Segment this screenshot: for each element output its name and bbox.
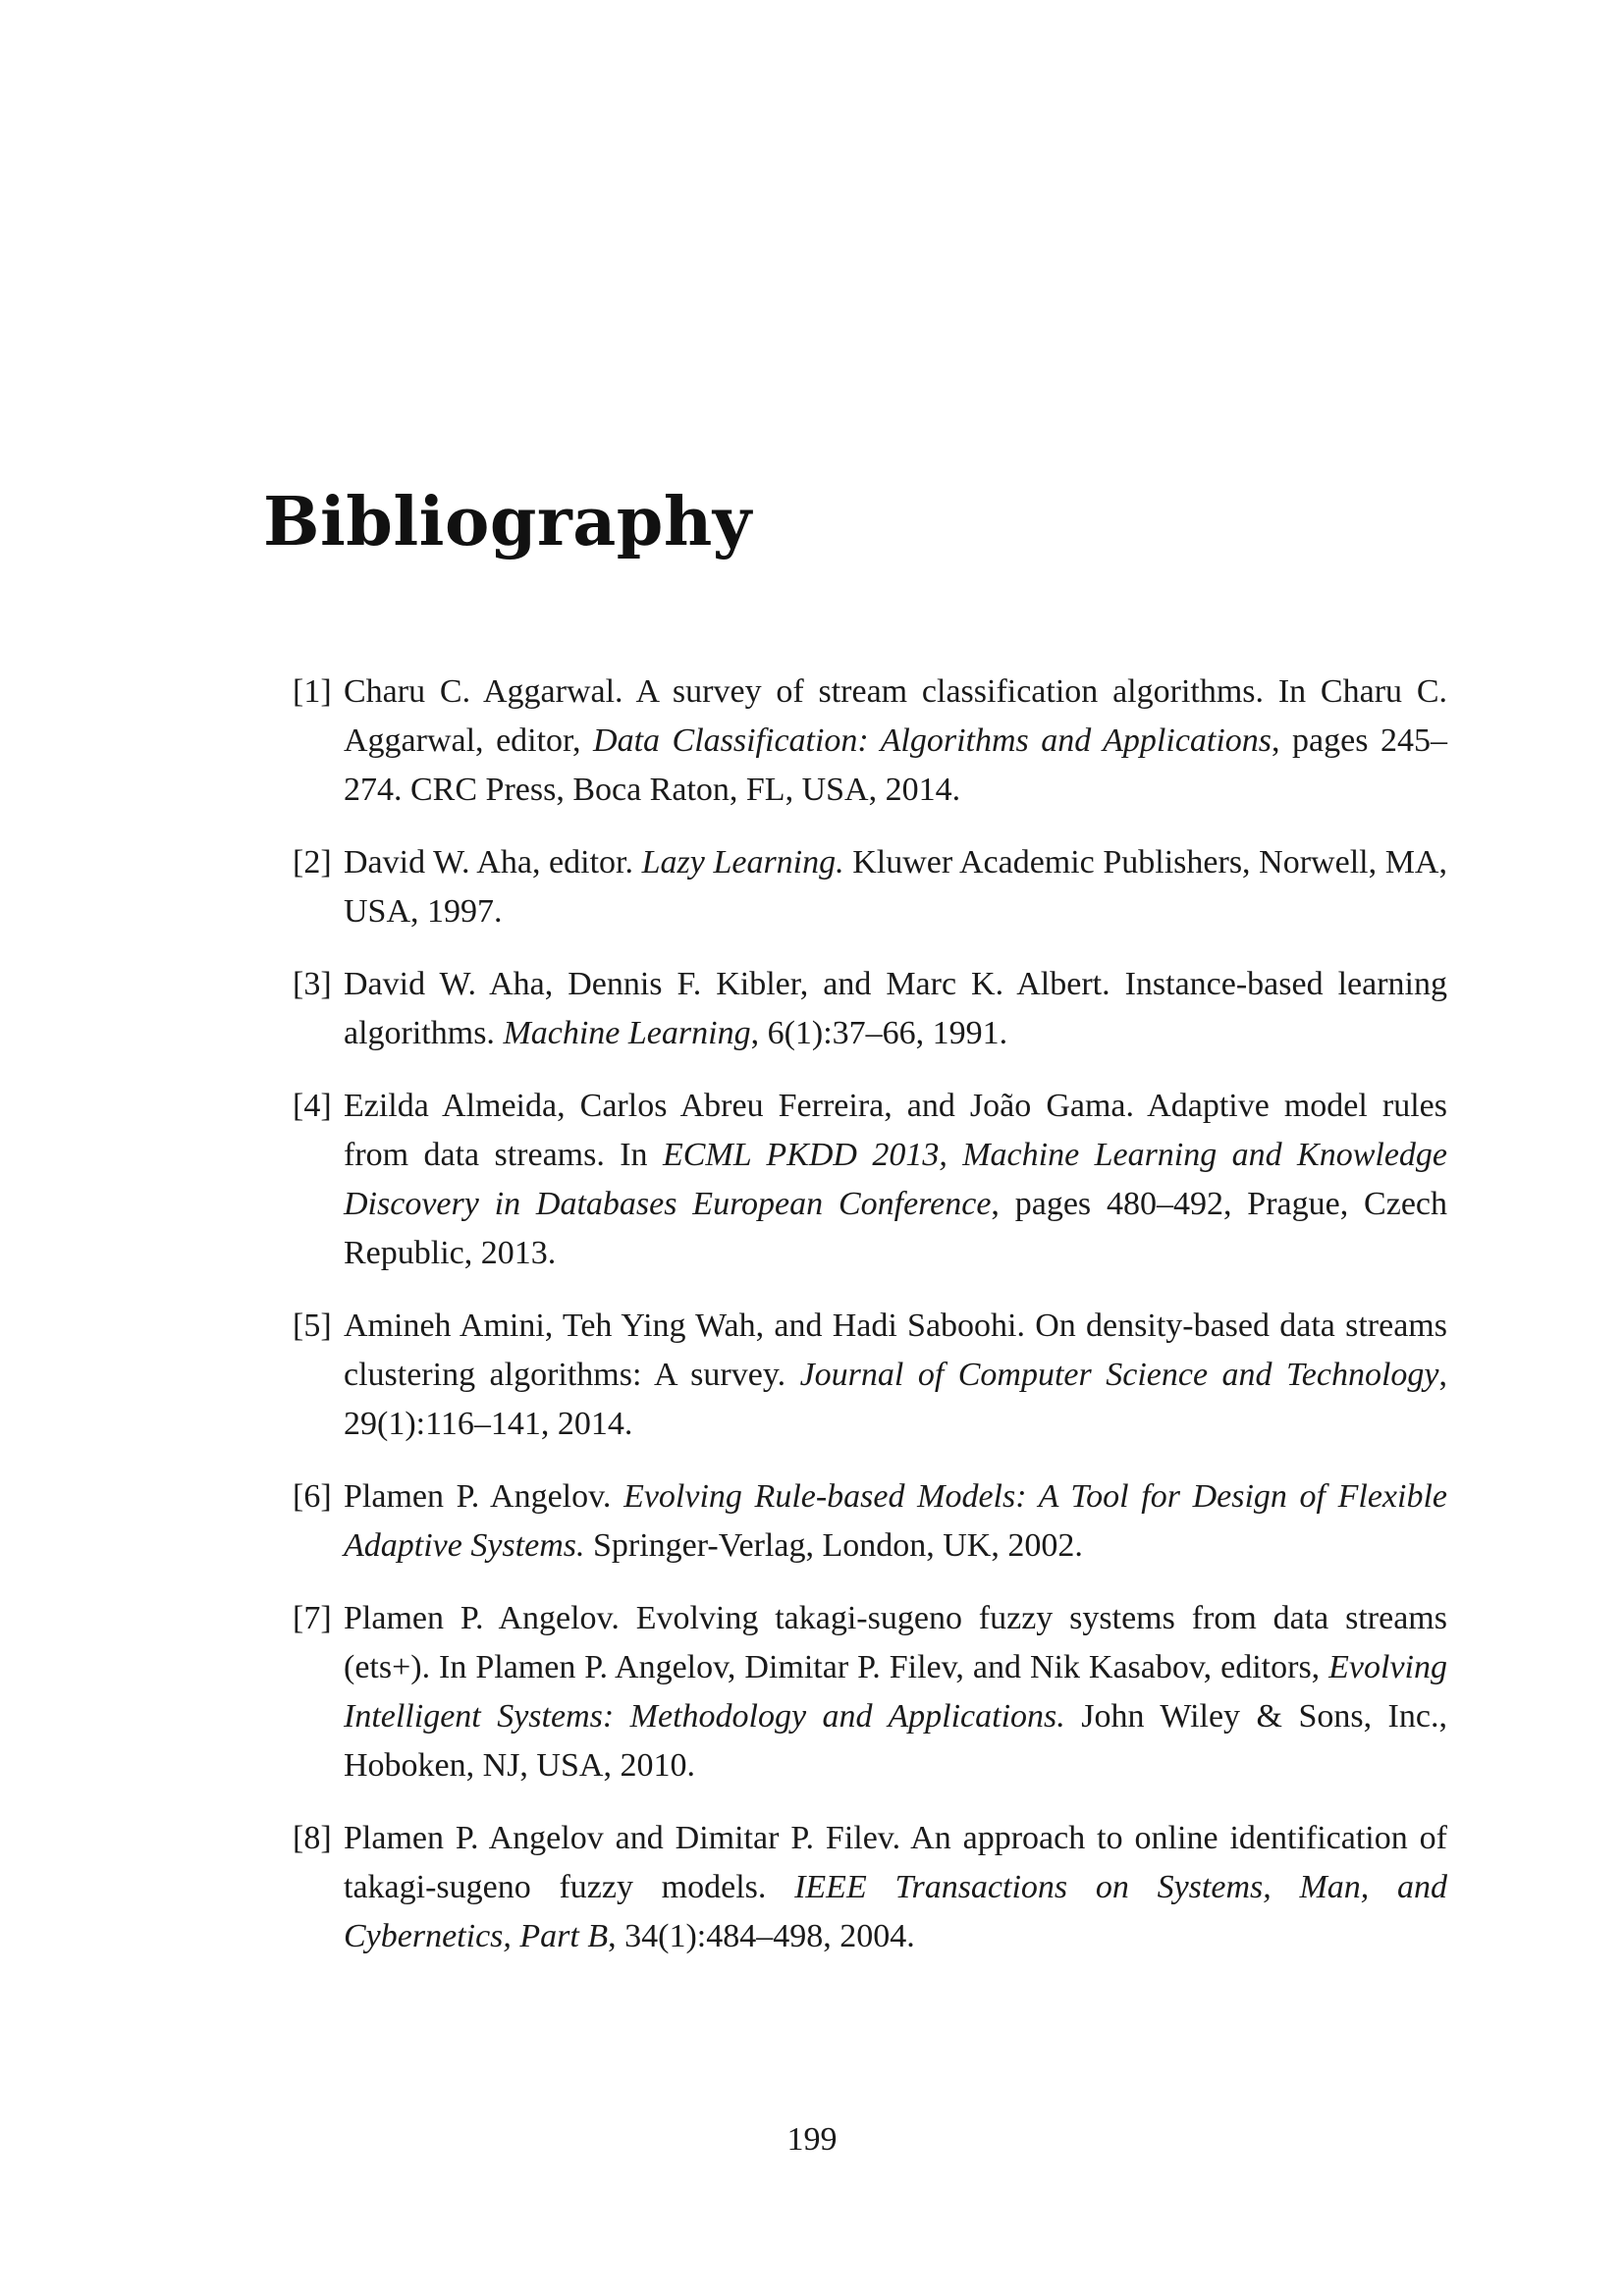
page-title: Bibliography [263, 483, 752, 561]
bib-entry-text [344, 1600, 1447, 1784]
bib-entry [293, 1082, 1447, 1278]
bib-entry-text [344, 673, 1447, 808]
bib-entry-text-part: , 34(1):484–498, 2004. [608, 1918, 915, 1954]
bib-entry [293, 960, 1447, 1058]
bib-entry-text-part: Ezilda Almeida, Carlos Abreu Ferreira, and João Gama. Adaptive model rules from data streams. In [344, 1088, 1447, 1173]
bib-entry [293, 1594, 1447, 1790]
bib-entry [293, 838, 1447, 936]
bib-entry-text-part: , 29(1):116–141, 2014. [344, 1357, 1447, 1442]
bib-entry-text-part: Kluwer Academic Publishers, Norwell, MA, USA, 1997. [344, 844, 1447, 930]
bib-entry [293, 667, 1447, 815]
bib-entry-italic-part: Evolving Intelligent Systems: Methodology and Applications. [344, 1649, 1447, 1735]
bib-entry-text-part: , pages 480–492, Prague, Czech Republic, 2013. [344, 1186, 1447, 1271]
bib-entry-text [344, 1088, 1447, 1271]
bib-entry-number: [6] [293, 1478, 332, 1515]
bib-entry-italic-part: Data Classification: Algorithms and Applications [593, 722, 1272, 759]
bib-entry-text [344, 844, 1447, 930]
bib-entry-number: [3] [293, 966, 332, 1002]
bib-entry-italic-part: IEEE Transactions on Systems, Man, and Cybernetics, Part B [344, 1869, 1447, 1954]
bib-entry-number: [5] [293, 1308, 332, 1344]
bib-entry-italic-part: ECML PKDD 2013, Machine Learning and Knowledge Discovery in Databases European Conference [344, 1137, 1447, 1222]
bib-entry-text-part: Plamen P. Angelov and Dimitar P. Filev. An approach to online identification of takagi-sugeno fuzzy models. [344, 1820, 1447, 1905]
bib-entry [293, 1472, 1447, 1571]
bib-entry-text-part: David W. Aha, Dennis F. Kibler, and Marc K. Albert. Instance-based learning algorithms. [344, 966, 1447, 1051]
bib-entry [293, 1302, 1447, 1449]
bib-entry-text-part: Amineh Amini, Teh Ying Wah, and Hadi Saboohi. On density-based data streams clustering algorithms: A survey. [344, 1308, 1447, 1393]
bib-entry-italic-part: Machine Learning [503, 1015, 751, 1051]
bib-entry-text [344, 966, 1447, 1051]
bib-entry-text [344, 1478, 1447, 1564]
bib-entry-number: [4] [293, 1088, 332, 1124]
bib-entry-italic-part: Journal of Computer Science and Technology [799, 1357, 1439, 1393]
bibliography-list [293, 667, 1447, 1985]
bib-entry-text-part: John Wiley & Sons, Inc., Hoboken, NJ, USA, 2010. [344, 1698, 1447, 1784]
bib-entry-number: [2] [293, 844, 332, 881]
bib-entry-text-part: , pages 245–274. CRC Press, Boca Raton, FL, USA, 2014. [344, 722, 1447, 808]
bib-entry [293, 1814, 1447, 1961]
bib-entry-number: [7] [293, 1600, 332, 1636]
bib-entry-text-part: Charu C. Aggarwal. A survey of stream classification algorithms. In Charu C. Aggarwal, editor, [344, 673, 1447, 759]
bib-entry-text [344, 1308, 1447, 1442]
bib-entry-italic-part: Evolving Rule-based Models: A Tool for Design of Flexible Adaptive Systems. [344, 1478, 1447, 1564]
bib-entry-number: [8] [293, 1820, 332, 1856]
bib-entry-text-part: Springer-Verlag, London, UK, 2002. [584, 1527, 1083, 1564]
bib-entry-italic-part: Lazy Learning. [641, 844, 844, 881]
bib-entry-text-part: David W. Aha, editor. [344, 844, 642, 881]
bib-entry-text-part: Plamen P. Angelov. [344, 1478, 624, 1515]
bib-entry-text-part: Plamen P. Angelov. Evolving takagi-sugeno fuzzy systems from data streams (ets+). In Plamen P. Angelov, Dimitar P. Filev, and Nik Kasabov, editors, [344, 1600, 1447, 1685]
bib-entry-text-part: , 6(1):37–66, 1991. [750, 1015, 1008, 1051]
page-number: 199 [786, 2121, 838, 2158]
bib-entry-text [344, 1820, 1447, 1954]
bib-entry-number: [1] [293, 673, 332, 710]
